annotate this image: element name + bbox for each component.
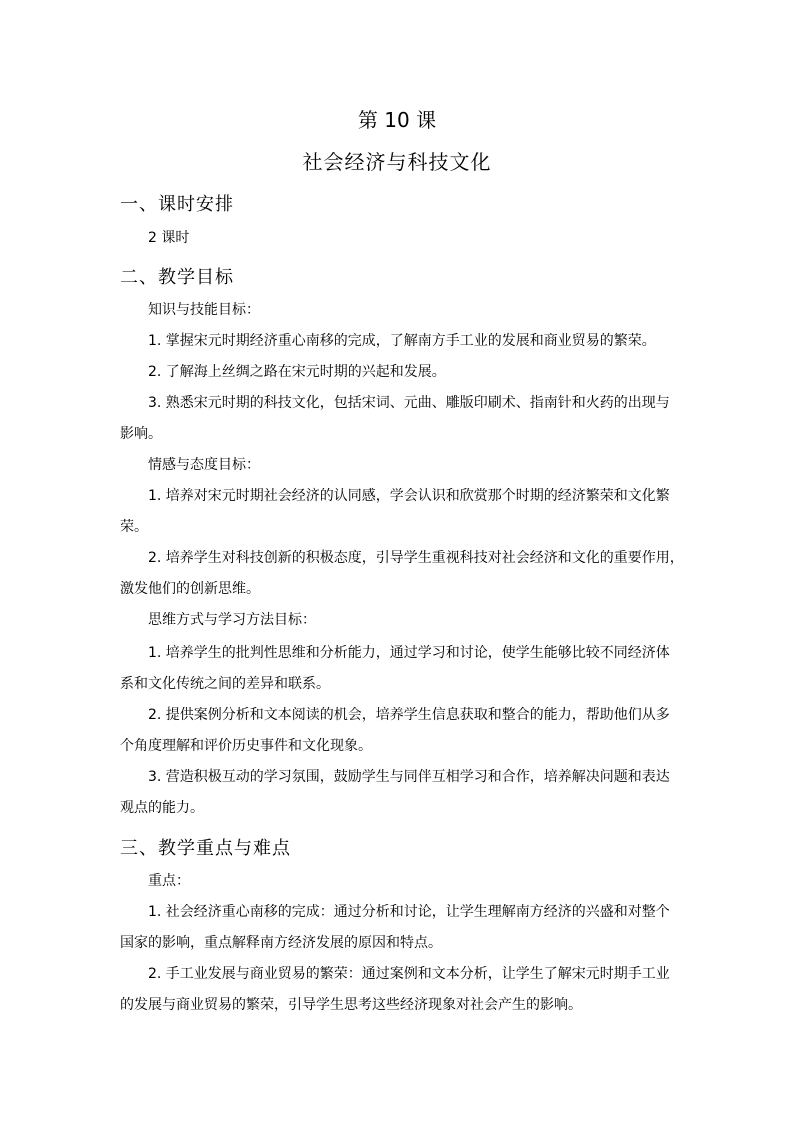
lesson-number: 第 10 课 [357, 108, 437, 132]
thinking-objectives-label: 思维方式与学习方法目标： [148, 612, 316, 628]
schedule-text: 2 课时 [148, 230, 190, 246]
emotion-item-1-line-1: 1. 培养对宋元时期社会经济的认同感，学会认识和欣赏那个时期的经济繁荣和文化繁 [148, 488, 670, 504]
emotion-objectives-label: 情感与态度目标： [148, 457, 260, 473]
section-heading-key-points: 三、教学重点与难点 [120, 838, 291, 859]
emotion-item-2-line-1: 2. 培养学生对科技创新的积极态度，引导学生重视科技对社会经济和文化的重要作用， [148, 550, 684, 566]
knowledge-item-3-line-1: 3. 熟悉宋元时期的科技文化，包括宋词、元曲、雕版印刷术、指南针和火药的出现与 [148, 395, 670, 411]
thinking-item-1-line-2: 系和文化传统之间的差异和联系。 [120, 676, 330, 692]
thinking-item-3-line-2: 观点的能力。 [120, 800, 204, 816]
knowledge-item-2: 2. 了解海上丝绸之路在宋元时期的兴起和发展。 [148, 364, 446, 380]
knowledge-objectives-label: 知识与技能目标： [148, 302, 260, 318]
knowledge-item-1: 1. 掌握宋元时期经济重心南移的完成，了解南方手工业的发展和商业贸易的繁荣。 [148, 333, 656, 349]
thinking-item-2-line-1: 2. 提供案例分析和文本阅读的机会，培养学生信息获取和整合的能力，帮助他们从多 [148, 707, 670, 723]
key-points-label: 重点： [148, 873, 190, 889]
knowledge-item-3-line-2: 影响。 [120, 426, 162, 442]
key-item-1-line-1: 1. 社会经济重心南移的完成：通过分析和讨论，让学生理解南方经济的兴盛和对整个 [148, 904, 670, 920]
key-item-1-line-2: 国家的影响，重点解释南方经济发展的原因和特点。 [120, 935, 442, 951]
key-item-2-line-1: 2. 手工业发展与商业贸易的繁荣：通过案例和文本分析，让学生了解宋元时期手工业 [148, 966, 670, 982]
emotion-item-1-line-2: 荣。 [120, 519, 148, 535]
thinking-item-3-line-1: 3. 营造积极互动的学习氛围，鼓励学生与同伴互相学习和合作，培养解决问题和表达 [148, 769, 670, 785]
thinking-item-1-line-1: 1. 培养学生的批判性思维和分析能力，通过学习和讨论，使学生能够比较不同经济体 [148, 645, 670, 661]
thinking-item-2-line-2: 个角度理解和评价历史事件和文化现象。 [120, 738, 372, 754]
lesson-title: 社会经济与科技文化 [302, 150, 492, 174]
key-item-2-line-2: 的发展与商业贸易的繁荣，引导学生思考这些经济现象对社会产生的影响。 [120, 997, 582, 1013]
section-heading-objectives: 二、教学目标 [120, 267, 234, 288]
emotion-item-2-line-2: 激发他们的创新思维。 [120, 581, 260, 597]
section-heading-schedule: 一、课时安排 [120, 194, 234, 215]
